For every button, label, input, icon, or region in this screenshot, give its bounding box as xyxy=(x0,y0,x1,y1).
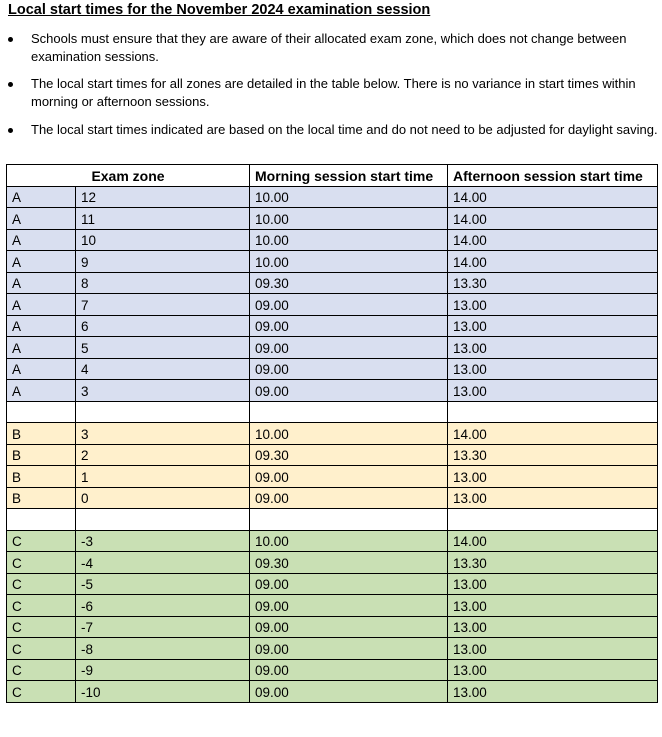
cell-zone-offset: -8 xyxy=(76,638,250,660)
cell-morning-time: 10.00 xyxy=(250,229,448,251)
cell-afternoon-time: 13.00 xyxy=(448,487,658,509)
cell-morning-time: 09.00 xyxy=(250,595,448,617)
cell-zone-letter: A xyxy=(7,358,76,380)
cell-zone-letter: A xyxy=(7,229,76,251)
cell-morning-time: 09.00 xyxy=(250,616,448,638)
exam-zone-table xyxy=(6,164,658,703)
cell-morning-time: 09.00 xyxy=(250,487,448,509)
cell-zone-letter: A xyxy=(7,208,76,230)
table-row xyxy=(7,659,658,681)
cell-afternoon-time: 14.00 xyxy=(448,251,658,273)
table-row xyxy=(7,358,658,380)
cell-morning-time: 09.00 xyxy=(250,573,448,595)
cell-zone-offset: 9 xyxy=(76,251,250,273)
cell-zone-letter: C xyxy=(7,573,76,595)
cell-afternoon-time: 13.30 xyxy=(448,444,658,466)
cell-zone-letter: C xyxy=(7,638,76,660)
cell-zone-offset: 1 xyxy=(76,466,250,488)
bullet-dot-icon xyxy=(8,82,13,87)
cell-morning-time: 09.30 xyxy=(250,552,448,574)
cell-morning-time: 10.00 xyxy=(250,186,448,208)
cell-zone-offset: 12 xyxy=(76,186,250,208)
cell-morning-time: 09.00 xyxy=(250,337,448,359)
bullet-text: The local start times for all zones are detailed in the table below. There is no variance in start times within morning or afternoon sessions. xyxy=(31,76,636,109)
cell-morning-time: 09.00 xyxy=(250,315,448,337)
table-row xyxy=(7,423,658,445)
cell-zone-offset: -3 xyxy=(76,530,250,552)
cell-afternoon-time: 14.00 xyxy=(448,229,658,251)
cell-afternoon-time: 14.00 xyxy=(448,530,658,552)
table-row xyxy=(7,681,658,703)
spacer-row xyxy=(7,509,658,531)
cell-zone-letter: A xyxy=(7,251,76,273)
table-row xyxy=(7,595,658,617)
bullet-dot-icon xyxy=(8,37,13,42)
cell-zone-offset: 6 xyxy=(76,315,250,337)
bullet-item xyxy=(0,75,659,111)
cell-zone-letter: A xyxy=(7,186,76,208)
cell-zone-offset: 5 xyxy=(76,337,250,359)
cell-zone-letter: C xyxy=(7,659,76,681)
table-row xyxy=(7,616,658,638)
cell-zone-letter: A xyxy=(7,294,76,316)
cell-zone-letter: B xyxy=(7,423,76,445)
cell-afternoon-time: 13.00 xyxy=(448,380,658,402)
cell-zone-letter: A xyxy=(7,337,76,359)
cell-afternoon-time: 13.00 xyxy=(448,595,658,617)
cell-afternoon-time: 13.00 xyxy=(448,573,658,595)
table-row xyxy=(7,552,658,574)
table-row xyxy=(7,208,658,230)
cell-morning-time: 09.00 xyxy=(250,659,448,681)
cell-zone-letter: A xyxy=(7,380,76,402)
cell-zone-offset: 0 xyxy=(76,487,250,509)
page-title: Local start times for the November 2024 examination session xyxy=(8,2,431,18)
table-row xyxy=(7,573,658,595)
cell-afternoon-time: 13.00 xyxy=(448,337,658,359)
cell-afternoon-time: 13.00 xyxy=(448,638,658,660)
cell-morning-time: 09.00 xyxy=(250,638,448,660)
cell-zone-offset: 3 xyxy=(76,423,250,445)
table-row xyxy=(7,444,658,466)
cell-zone-letter: C xyxy=(7,595,76,617)
cell-zone-letter: B xyxy=(7,487,76,509)
cell-zone-offset: 7 xyxy=(76,294,250,316)
cell-zone-offset: -6 xyxy=(76,595,250,617)
spacer-row xyxy=(7,401,658,423)
cell-afternoon-time: 13.30 xyxy=(448,552,658,574)
cell-afternoon-time: 13.00 xyxy=(448,294,658,316)
table-row xyxy=(7,530,658,552)
cell-zone-offset: -5 xyxy=(76,573,250,595)
cell-zone-offset: -10 xyxy=(76,681,250,703)
cell-morning-time: 10.00 xyxy=(250,251,448,273)
cell-zone-offset: 8 xyxy=(76,272,250,294)
table-row xyxy=(7,251,658,273)
spacer-cell xyxy=(250,509,448,531)
cell-afternoon-time: 13.00 xyxy=(448,659,658,681)
cell-morning-time: 10.00 xyxy=(250,208,448,230)
cell-afternoon-time: 13.00 xyxy=(448,358,658,380)
table-row xyxy=(7,380,658,402)
spacer-cell xyxy=(76,509,250,531)
cell-morning-time: 09.00 xyxy=(250,681,448,703)
cell-afternoon-time: 13.00 xyxy=(448,466,658,488)
table-body xyxy=(7,186,658,702)
cell-zone-offset: 11 xyxy=(76,208,250,230)
header-afternoon-start: Afternoon session start time xyxy=(448,165,658,187)
table-row xyxy=(7,638,658,660)
cell-morning-time: 09.00 xyxy=(250,380,448,402)
cell-zone-offset: 10 xyxy=(76,229,250,251)
table-row xyxy=(7,294,658,316)
cell-afternoon-time: 14.00 xyxy=(448,208,658,230)
cell-morning-time: 09.30 xyxy=(250,444,448,466)
table-row xyxy=(7,272,658,294)
cell-morning-time: 09.00 xyxy=(250,358,448,380)
cell-morning-time: 09.00 xyxy=(250,294,448,316)
cell-zone-offset: -9 xyxy=(76,659,250,681)
cell-morning-time: 10.00 xyxy=(250,530,448,552)
header-exam-zone: Exam zone xyxy=(7,165,250,187)
cell-zone-offset: -4 xyxy=(76,552,250,574)
table-row xyxy=(7,337,658,359)
spacer-cell xyxy=(250,401,448,423)
cell-morning-time: 09.30 xyxy=(250,272,448,294)
cell-afternoon-time: 14.00 xyxy=(448,186,658,208)
cell-zone-letter: A xyxy=(7,272,76,294)
table-row xyxy=(7,229,658,251)
cell-afternoon-time: 13.00 xyxy=(448,315,658,337)
cell-zone-letter: B xyxy=(7,444,76,466)
spacer-cell xyxy=(76,401,250,423)
cell-zone-letter: A xyxy=(7,315,76,337)
table-header-row xyxy=(7,165,658,187)
table-row xyxy=(7,315,658,337)
bullet-dot-icon xyxy=(8,128,13,133)
cell-zone-offset: 3 xyxy=(76,380,250,402)
cell-afternoon-time: 14.00 xyxy=(448,423,658,445)
cell-morning-time: 10.00 xyxy=(250,423,448,445)
cell-zone-offset: -7 xyxy=(76,616,250,638)
table-row xyxy=(7,487,658,509)
bullet-item xyxy=(0,121,659,139)
cell-zone-letter: C xyxy=(7,530,76,552)
bullet-item xyxy=(0,30,659,66)
cell-zone-letter: C xyxy=(7,616,76,638)
table-row xyxy=(7,466,658,488)
spacer-cell xyxy=(448,509,658,531)
spacer-cell xyxy=(7,401,76,423)
cell-zone-letter: C xyxy=(7,681,76,703)
header-morning-start: Morning session start time xyxy=(250,165,448,187)
cell-zone-offset: 2 xyxy=(76,444,250,466)
bullet-text: The local start times indicated are based on the local time and do not need to be adjusted for daylight saving. xyxy=(31,122,658,137)
cell-afternoon-time: 13.00 xyxy=(448,616,658,638)
cell-zone-letter: B xyxy=(7,466,76,488)
cell-zone-letter: C xyxy=(7,552,76,574)
cell-afternoon-time: 13.00 xyxy=(448,681,658,703)
spacer-cell xyxy=(448,401,658,423)
bullet-text: Schools must ensure that they are aware of their allocated exam zone, which does not change between examination sessions. xyxy=(31,31,627,64)
spacer-cell xyxy=(7,509,76,531)
cell-zone-offset: 4 xyxy=(76,358,250,380)
table-row xyxy=(7,186,658,208)
cell-morning-time: 09.00 xyxy=(250,466,448,488)
cell-afternoon-time: 13.30 xyxy=(448,272,658,294)
